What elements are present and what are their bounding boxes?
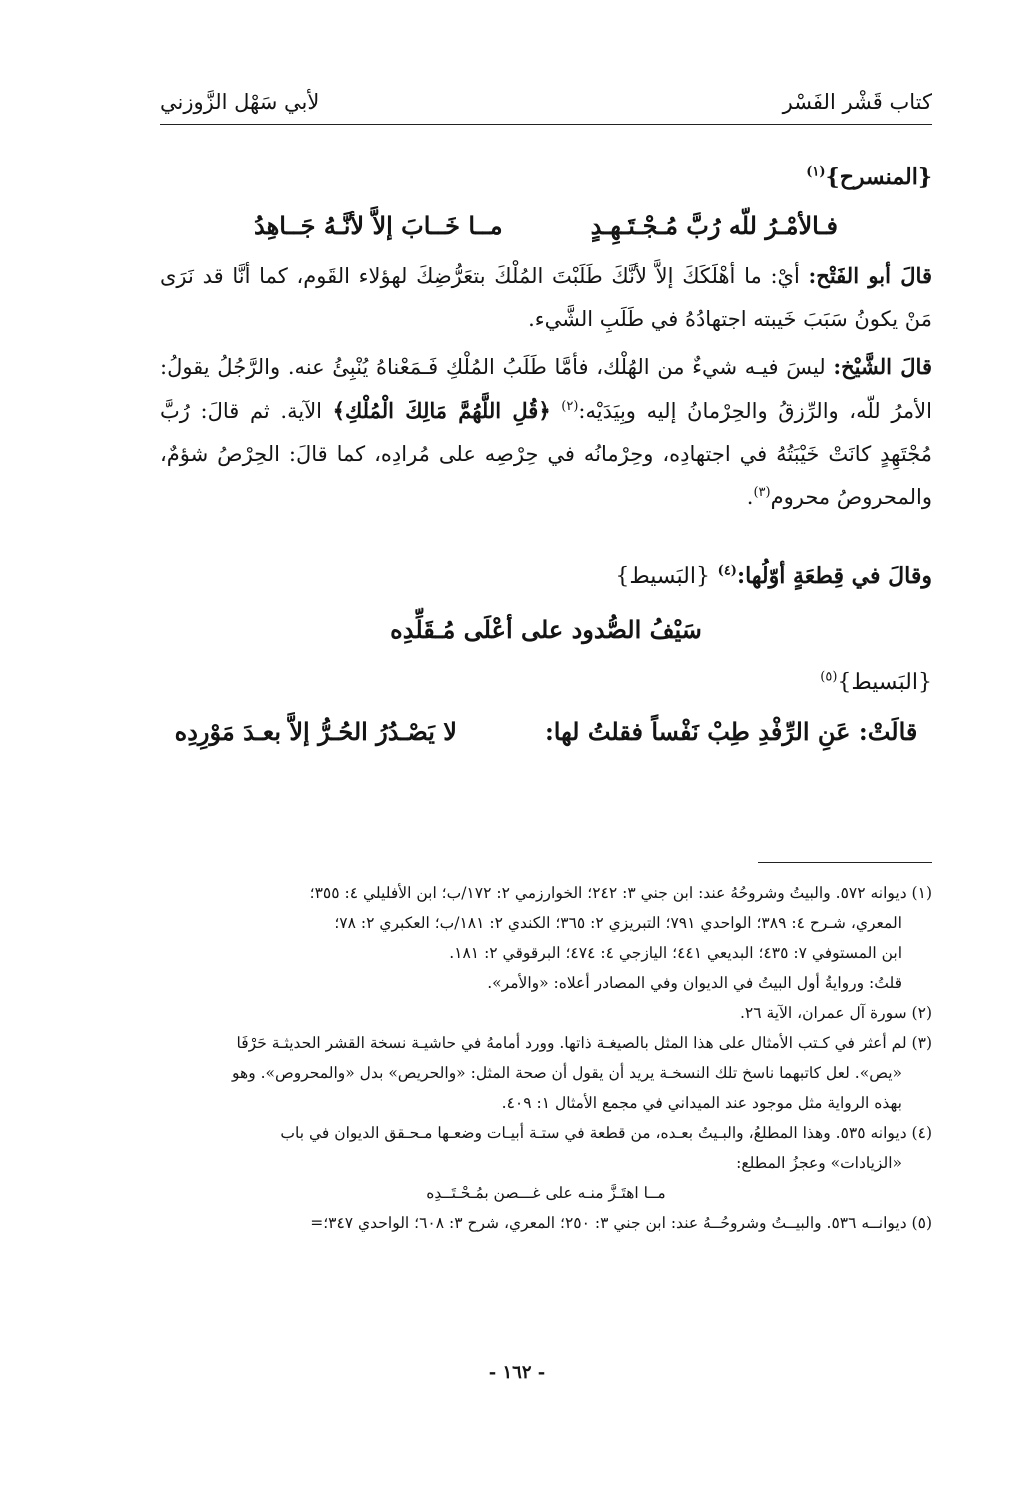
footnote-line: بهذه الرواية مثل موجود عند الميداني في مجمع الأمثال ١: ٤٠٩. — [501, 1094, 902, 1112]
speaker-label: قالَ الشَّيْخ: — [833, 354, 932, 379]
main-text — [160, 160, 932, 760]
verse-second-hemistich: لا يَصْـدُرُ الحُـرُّ إلاَّ بعـدَ مَوْرِدِه — [174, 717, 457, 746]
footnote-line: «الزيادات» وعجزُ المطلع: — [736, 1154, 902, 1172]
commentary-paragraph — [160, 254, 932, 341]
footnotes — [160, 878, 932, 1238]
footnote-ref: (١) — [806, 164, 826, 180]
intro-text: وقالَ في قِطعَةٍ أوّلُها: — [736, 563, 932, 589]
footnote-line: ابن المستوفي ٧: ٤٣٥؛ البديعي ٤٤١؛ اليازجي ٤: ٤٧٤؛ البرقوقي ٢: ١٨١. — [449, 944, 902, 962]
paragraph-text: أيْ: ما أهْلَكَكَ إلاَّ لأنَّكَ طَلَبْتَ المُلْكَ بتعَرُّضِكَ لهؤلاء القَوم، كما أنَّا قد نَرَى مَنْ يكونُ سَبَبَ خَيبته اجتهادُهُ في طَلَبِ الشَّيء. — [160, 264, 932, 331]
footnote-line: (٥) ديوانــه ٥٣٦. والبيــتُ وشروحُــهُ عند: ابن جني ٣: ٢٥٠؛ المعري، شرح ٣: ٦٠٨؛ الواحدي ٣٤٧؛= — [310, 1214, 932, 1232]
verse-second-hemistich: مــا خَــابَ إلاَّ لأنَّـهُ جَــاهِدُ — [254, 211, 503, 240]
header-book-title: كتاب قَشْر الفَسْر — [782, 90, 932, 114]
verse-first-hemistich: قالَتْ: عَنِ الرِّفْدِ طِبْ نَفْساً فقلتُ لها: — [544, 717, 918, 746]
footnote-ref: (٤) — [717, 563, 737, 579]
footnote-line: المعري، شـرح ٤: ٣٨٩؛ الواحدي ٧٩١؛ التبريزي ٢: ٣٦٥؛ الكندي ٢: ١٨١/ب؛ العكبري ٢: ٧٨؛ — [334, 914, 902, 932]
footnote-line: «يص». لعل كاتبهما ناسخ تلك النسخـة يريد أن يقول أن صحة المثل: «والحريص» بدل «والمحروص». وهو — [232, 1064, 902, 1082]
footnote-line: قلتُ: وروايةُ أول البيتُ في الديوان وفي المصادر أعلاه: «والأمر». — [487, 974, 902, 992]
section-intro — [160, 559, 932, 594]
page-number: - ١٦٢ - — [488, 1362, 546, 1383]
footnote-ref: (٥) — [820, 669, 838, 685]
poetry-verse — [160, 710, 932, 754]
meter-name: {البَسيط} — [837, 670, 932, 695]
footnote-verse: مــا اهتَـزَّ منـه على غـــصن بمُـحْـتَــدِه — [426, 1184, 666, 1202]
quran-quote: ﴿قُلِ اللَّهُمَّ مَالِكَ الْمُلْكِ﴾ — [332, 398, 551, 423]
footnote-line: (٢) سورة آل عمران، الآية ٢٦. — [739, 1004, 932, 1022]
speaker-label: قالَ أبو الفَتْح: — [808, 263, 932, 288]
commentary-paragraph: قالَ الشَّيْخ: ليسَ فيـه شيءٌ من الهُلْك، فأمَّا طَلَبُ المُلْكِ فَـمَعْناهُ يُنْبِئُ عنه. والرَّجُلُ يقولُ: الأمرُ للّه، والرِّزقُ والحِرْمانُ إليه وبِيَدَيْه:$^{(٢)}$ ﴿قُلِ اللَّهُمَّ مَالِكَ الْمُلْكِ﴾ الآية. ثم قالَ: رُبَّ مُجْتَهِدٍ كانَتْ خَيْبَتُهُ في اجتهادِه، وحِرْمانُه في حِرْصِه على مُرادِه، كما قالَ: الحِرْصُ شؤمٌ، والمحروصُ محروم$^{(٣)}$. — [160, 354, 932, 509]
verse-first-hemistich: فـالأمْـرُ للّه رُبَّ مُـجْـتَـهِـدٍ — [590, 211, 838, 240]
opening-hemistich: سَيْفُ الصُّدود على أعْلَى مُـقَلِّدِه — [390, 615, 702, 644]
running-header — [160, 84, 932, 125]
footnote-ref: (٣) — [753, 485, 771, 500]
footnote-line: (٤) ديوانه ٥٣٥. وهذا المطلعُ، والبـيتُ بعـده، من قطعة في ستـة أبيـات وضعـها مـحـقق الديوان في باب — [280, 1124, 932, 1142]
meter-name: {البَسيط} — [615, 564, 710, 589]
poetry-verse — [160, 204, 932, 248]
footnote-divider — [758, 862, 932, 863]
footnote-line: (١) ديوانه ٥٧٢. والبيتُ وشروحُهُ عند: ابن جني ٣: ٢٤٢؛ الخوارزمي ٢: ١٧٢/ب؛ ابن الأفليلي ٤: ٣٥٥؛ — [309, 884, 932, 902]
paragraph-text: الآية. ثم قالَ: رُبَّ مُجْتَهِدٍ كانَتْ خَيْبَتُهُ في اجتهادِه، وحِرْمانُه في حِرْصِه على مُرادِه، كما قالَ: الحِرْصُ شؤمٌ، والمحروصُ محروم — [160, 399, 932, 509]
meter-label — [160, 666, 932, 700]
meter-label — [160, 160, 932, 194]
header-author: لأبي سَهْل الزَّوزني — [160, 90, 320, 114]
footnote-line: (٣) لم أعثر في كـتب الأمثال على هذا المثل بالصيغـة ذاتها. وورد أمامهُ في حاشيـة نسخة القشر الحديثـة حَرْفَا — [236, 1034, 932, 1052]
paragraph-text: ليسَ فيـه شيءٌ من الهُلْك، فأمَّا طَلَبُ المُلْكِ فَـمَعْناهُ يُنْبِئُ عنه. والرَّجُلُ يقولُ: الأمرُ للّه، والرِّزقُ والحِرْمانُ إليه وبِيَدَيْه: — [160, 355, 932, 423]
footnote-ref: (٢) — [561, 399, 579, 414]
meter-name: {المنسرح} — [825, 164, 932, 190]
